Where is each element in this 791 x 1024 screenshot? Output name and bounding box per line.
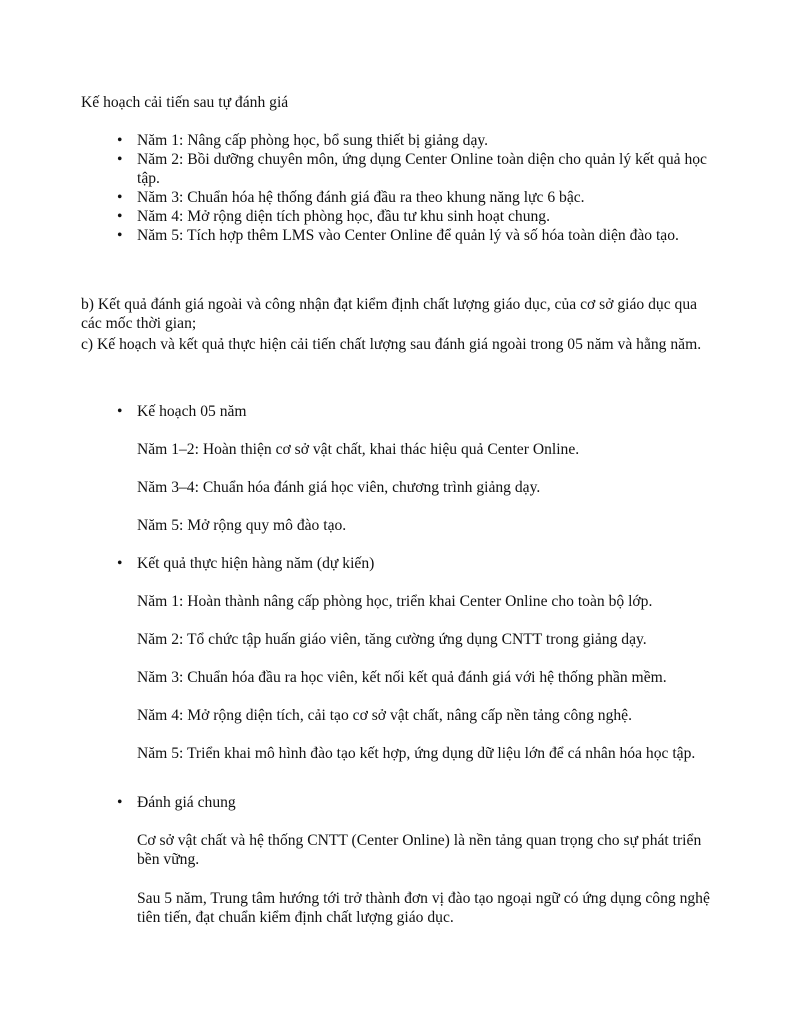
five-year-plan-section [81, 402, 711, 534]
bullet-icon: • [117, 227, 123, 244]
section-line: Năm 4: Mở rộng diện tích, cải tạo cơ sở vật chất, nâng cấp nền tảng công nghệ. [137, 707, 633, 724]
self-assessment-plan-list [81, 131, 711, 245]
list-item [81, 188, 711, 207]
bullet-icon: • [117, 151, 123, 168]
section-title [81, 554, 711, 573]
section-line: Năm 5: Mở rộng quy mô đào tạo. [137, 517, 347, 534]
list-item [81, 131, 711, 150]
section-line: Năm 1–2: Hoàn thiện cơ sở vật chất, khai thác hiệu quả Center Online. [137, 441, 580, 458]
list-item-text: Năm 4: Mở rộng diện tích phòng học, đầu tư khu sinh hoạt chung. [137, 208, 550, 225]
section-line: Cơ sở vật chất và hệ thống CNTT (Center Online) là nền tảng quan trọng cho sự phát triển bền vững. [137, 832, 702, 868]
list-item-text: Năm 2: Bồi dưỡng chuyên môn, ứng dụng Center Online toàn diện cho quản lý kết quả học tập. [137, 151, 707, 187]
annual-results-section [81, 554, 711, 762]
section-line: Năm 3: Chuẩn hóa đầu ra học viên, kết nối kết quả đánh giá với hệ thống phần mềm. [137, 669, 667, 686]
section-title-text: Kết quả thực hiện hàng năm (dự kiến) [137, 555, 375, 572]
section-line: Sau 5 năm, Trung tâm hướng tới trở thành đơn vị đào tạo ngoại ngữ có ứng dụng công nghệ tiên tiến, đạt chuẩn kiểm định chất lượng giáo dục. [137, 890, 710, 926]
section-title-text: Đánh giá chung [137, 794, 236, 811]
section-title [81, 402, 711, 421]
section-line: Năm 2: Tổ chức tập huấn giáo viên, tăng cường ứng dụng CNTT trong giảng dạy. [137, 631, 647, 648]
bullet-icon: • [117, 403, 123, 420]
list-item [81, 226, 711, 245]
paragraph-c: c) Kế hoạch và kết quả thực hiện cải tiến chất lượng sau đánh giá ngoài trong 05 năm và hằng năm. [81, 336, 702, 353]
bullet-icon: • [117, 794, 123, 811]
section-title [81, 793, 711, 812]
section-heading: Kế hoạch cải tiến sau tự đánh giá [81, 94, 289, 111]
section-line: Năm 5: Triển khai mô hình đào tạo kết hợp, ứng dụng dữ liệu lớn để cá nhân hóa học tập. [137, 745, 696, 762]
bullet-icon: • [117, 208, 123, 225]
section-line: Năm 3–4: Chuẩn hóa đánh giá học viên, chương trình giảng dạy. [137, 479, 541, 496]
list-item [81, 207, 711, 226]
list-item-text: Năm 5: Tích hợp thêm LMS vào Center Online để quản lý và số hóa toàn diện đào tạo. [137, 227, 679, 244]
list-item-text: Năm 1: Nâng cấp phòng học, bổ sung thiết bị giảng dạy. [137, 132, 489, 149]
general-evaluation-section [81, 793, 711, 926]
list-item-text: Năm 3: Chuẩn hóa hệ thống đánh giá đầu ra theo khung năng lực 6 bậc. [137, 189, 585, 206]
bullet-icon: • [117, 132, 123, 149]
paragraph-b: b) Kết quả đánh giá ngoài và công nhận đạt kiểm định chất lượng giáo dục, của cơ sở giáo dục qua các mốc thời gian; [81, 296, 698, 332]
section-title-text: Kế hoạch 05 năm [137, 403, 247, 420]
bullet-icon: • [117, 555, 123, 572]
bullet-icon: • [117, 189, 123, 206]
section-line: Năm 1: Hoàn thành nâng cấp phòng học, triển khai Center Online cho toàn bộ lớp. [137, 593, 653, 610]
list-item [81, 150, 711, 188]
